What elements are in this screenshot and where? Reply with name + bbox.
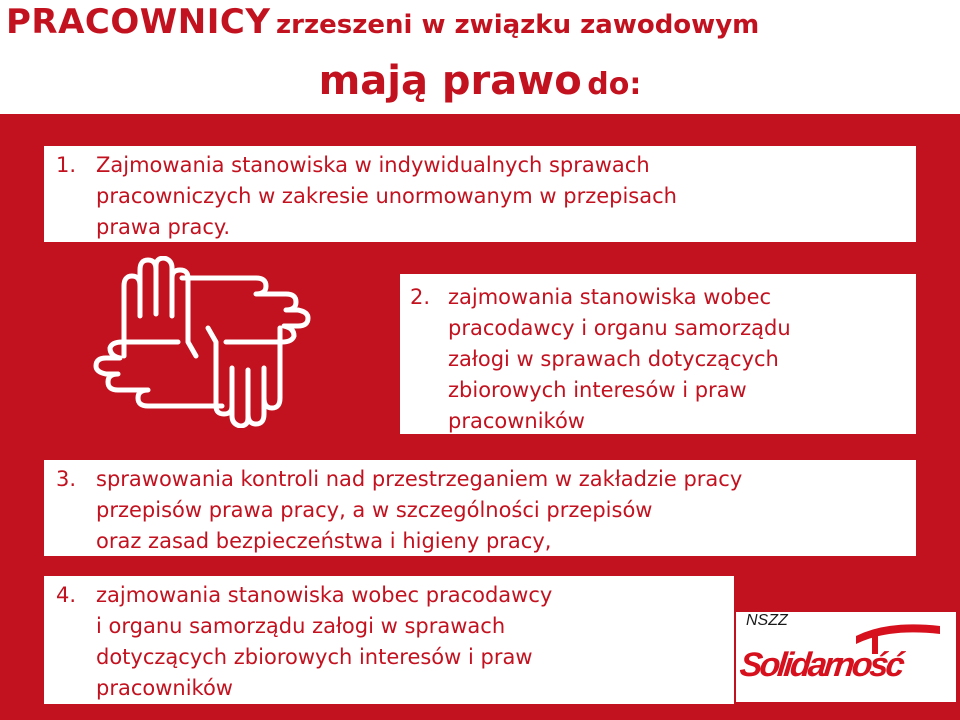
headline-have-right: mają prawo [318,58,582,104]
item-line: zbiorowych interesów i praw [448,378,747,402]
item-line: i organu samorządu załogi w sprawach [96,614,506,638]
logo-wordmark: Solidarność [738,646,904,684]
logo-prefix: NSZZ [746,612,788,629]
item-text [96,464,742,557]
headline-line-2 [0,58,960,104]
item-line: oraz zasad bezpieczeństwa i higieny pracy, [96,529,552,553]
item-text [448,282,791,437]
item-line: Zajmowania stanowiska w indywidualnych sprawach [96,153,650,177]
solidarnosc-logo [736,612,956,702]
item-line: zajmowania stanowiska wobec pracodawcy [96,583,553,607]
item-line: sprawowania kontroli nad przestrzeganiem w zakładzie pracy [96,467,743,491]
item-line: prawa pracy. [96,215,231,239]
headline-union-members: zrzeszeni w związku zawodowym [276,10,760,40]
item-number: 3. [56,467,77,491]
item-text [96,580,552,704]
item-line: załogi w sprawach dotyczących [448,347,779,371]
item-line: pracowników [96,676,233,700]
right-item-2 [400,274,916,434]
item-line: pracodawcy i organu samorządu [448,316,791,340]
item-line: pracowników [448,409,585,433]
headline-workers: PRACOWNICY [6,2,271,42]
item-line: zajmowania stanowiska wobec [448,285,772,309]
right-item-4 [44,576,734,704]
item-line: pracowniczych w zakresie unormowanym w przepisach [96,184,677,208]
item-number: 4. [56,583,77,607]
item-text [96,150,677,243]
item-number: 1. [56,153,77,177]
headline-to: do: [587,67,642,102]
right-item-3 [44,460,916,556]
right-item-1 [44,146,916,242]
header [0,0,960,112]
four-hands-union-icon [86,256,318,428]
headline-line-1 [6,2,759,42]
item-line: przepisów prawa pracy, a w szczególności przepisów [96,498,653,522]
item-number: 2. [410,285,431,309]
item-line: dotyczących zbiorowych interesów i praw [96,645,533,669]
